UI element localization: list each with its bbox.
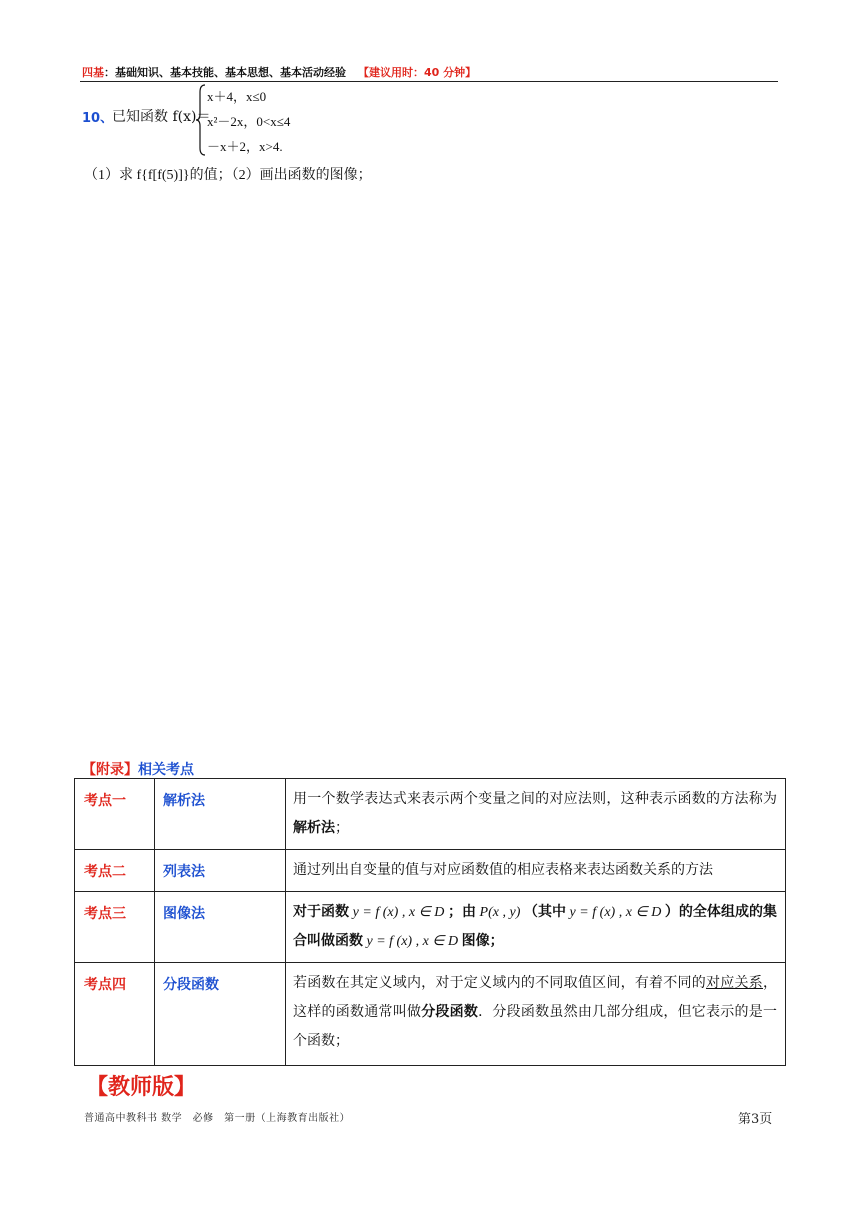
math-expr: P(x , y) [476, 905, 524, 920]
question-lead: 已知函数 f(x)＝ [112, 109, 211, 125]
footer-page-number: 第3页 [738, 1112, 773, 1127]
piecewise-brace [196, 84, 206, 156]
point-name: 考点四 [75, 963, 155, 1066]
appendix-title-text: 相关考点 [138, 762, 194, 778]
point-type: 解析法 [155, 779, 286, 850]
header-text: ：基础知识、基本技能、基本思想、基本活动经验 [104, 66, 346, 79]
point-type: 图像法 [155, 892, 286, 963]
piecewise-case-2: x²－2x，0<x≤4 [207, 114, 291, 129]
piecewise-case-3: －x＋2，x>4. [207, 139, 283, 154]
desc-text: ．分段函数虽然由几部分组成，但它表示的是一个函数； [293, 1004, 778, 1049]
point-desc [286, 779, 786, 850]
table-row [75, 963, 786, 1066]
question-ask: （1）求 f{f[f(5)]}的值；（2）画出函数的图像； [84, 168, 372, 183]
desc-underline: 对应关系 [706, 975, 764, 991]
point-type: 分段函数 [155, 963, 286, 1066]
point-desc [286, 892, 786, 963]
key-points-table [74, 778, 786, 1066]
point-type: 列表法 [155, 850, 286, 892]
page-header [82, 64, 778, 80]
math-expr: y = f (x) , x ∈ D [566, 905, 665, 920]
header-divider [80, 81, 778, 82]
desc-text: 用一个数学表达式来表示两个变量之间的对应法则，这种表示函数的方法称为 [293, 791, 777, 807]
math-expr: y = f (x) , x ∈ D [349, 905, 448, 920]
point-desc [286, 963, 786, 1066]
table-row [75, 850, 786, 892]
desc-text: （其中 [523, 904, 566, 920]
desc-bold: 分段函数 [421, 1004, 479, 1020]
teacher-edition-label: 【教师版】 [86, 1075, 197, 1100]
piecewise-case-1: x＋4，x≤0 [207, 89, 267, 104]
math-expr: y = f (x) , x ∈ D [363, 934, 462, 949]
point-desc: 通过列出自变量的值与对应函数值的相应表格来表达函数关系的方法 [286, 850, 786, 892]
desc-text: 若函数在其定义域内，对于定义域内的不同取值区间，有着不同的 [293, 975, 707, 991]
desc-text: ）的全体组成的集合叫做函数 [293, 904, 778, 949]
desc-text: ；由 [447, 904, 477, 920]
point-name: 考点一 [75, 779, 155, 850]
table-row [75, 779, 786, 850]
point-name: 考点二 [75, 850, 155, 892]
desc-bold: 解析法 [293, 820, 335, 836]
table-row [75, 892, 786, 963]
desc-text: ； [335, 820, 349, 836]
point-name: 考点三 [75, 892, 155, 963]
question-number: 10、 [82, 111, 114, 126]
appendix-title [82, 759, 194, 779]
header-prefix: 四基 [82, 66, 104, 79]
desc-text: 对于函数 [293, 904, 350, 920]
desc-text: 图像； [461, 933, 504, 949]
appendix-bracket: 【附录】 [82, 762, 138, 778]
header-time: 【建议用时：40 分钟】 [358, 66, 477, 79]
footer-book-title: 普通高中教科书 数学 必修 第一册（上海教育出版社） [84, 1113, 351, 1124]
desc-text: ，这样的函数通常叫做 [293, 975, 778, 1020]
